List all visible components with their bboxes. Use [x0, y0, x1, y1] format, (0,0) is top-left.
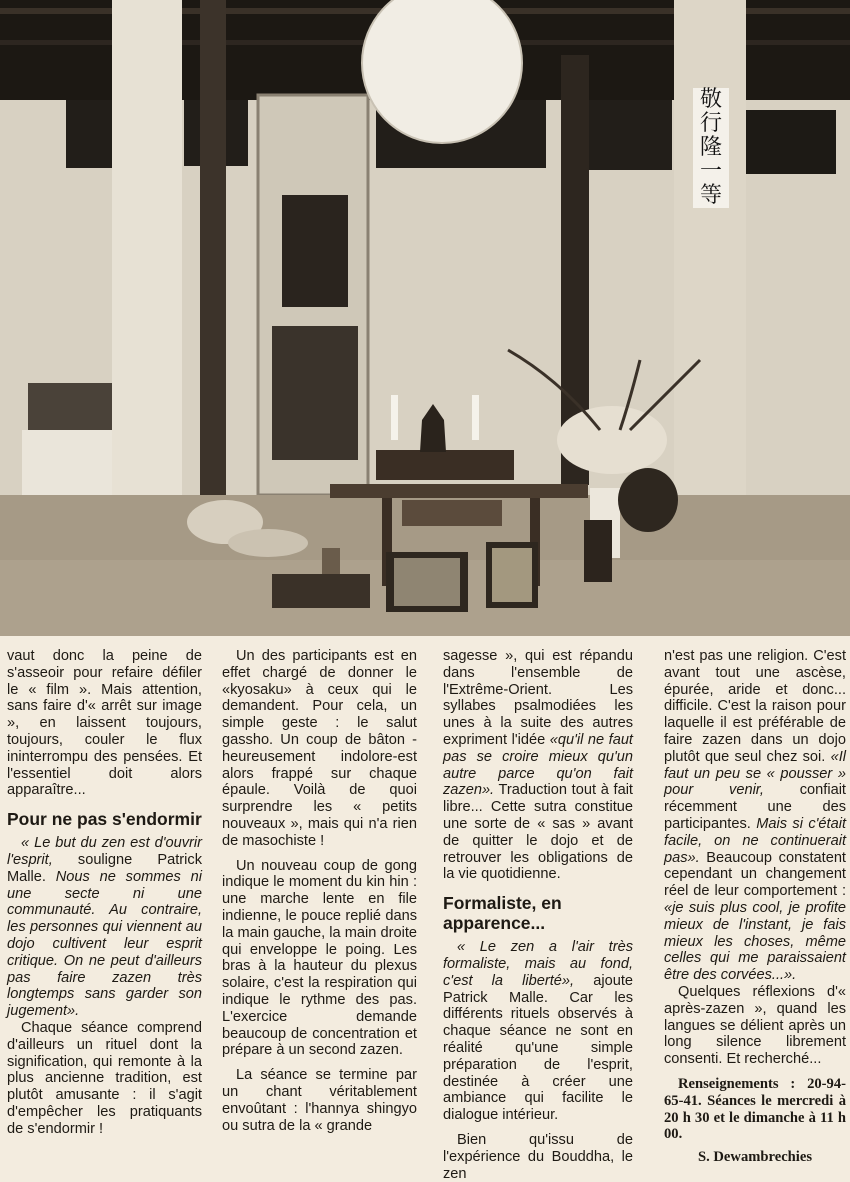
paragraph: Quelques réflexions d'« après-zazen », quand les langues se délient après un long silence librement consenti. Et recherché... — [664, 983, 846, 1068]
text-run: Traduction tout à fait libre... Cette sutra constitue une sorte de « sas » avant de quitter le dojo et de retrouver les obligations de la vie quotidienne. — [443, 782, 633, 883]
quote: « Le zen a l'air très formaliste, mais au fond, c'est la liberté», — [443, 939, 633, 989]
info-box: Renseignements : 20-94-65-41. Séances le mercredi à 20 h 30 et le dimanche à 11 h 00. — [664, 1075, 846, 1143]
paragraph: Un nouveau coup de gong indique le moment du kin hin : une marche lente en file indienne, le pouce replié dans la main gauche, la main droite qui enveloppe le poing. Les bras à la hauteur du plexus solaire, c'est la respiration qui indique le rythme des pas. L'exercice demande beaucoup de concentration et prépare à un second zazen. — [222, 857, 417, 1059]
paragraph — [443, 648, 633, 883]
paragraph — [7, 835, 202, 1020]
attribution: souligne Patrick Malle. — [7, 851, 202, 885]
quote: «je suis plus cool, je profite mieux de l'instant, je fais mieux les choses, même celles qui me paraissaient être des corvées...». — [664, 899, 846, 984]
text-run: ajoute Patrick Malle. Car les différents rituels observés à chaque séance ne sont en réalité qu'une simple préparation de l'esprit, destinée à créer une ambiance qui facilite le dialogue intérieur. — [443, 972, 633, 1124]
calligraphy-char: 行 — [699, 111, 722, 136]
quote: «qu'il ne faut pas se croire mieux qu'un autre parce qu'on fait zazen». — [443, 731, 633, 799]
subheading: Formaliste, en apparence... — [443, 893, 562, 934]
quote: «Il faut un peu se « pousser » pour venir, — [664, 748, 846, 799]
author-signature: S. Dewambrechies — [697, 1149, 813, 1166]
subheading: Pour ne pas s'endormir — [7, 809, 202, 830]
text-run: n'est pas une religion. C'est avant tout une ascèse, épurée, aride et donc... difficile. C'est la raison pour laquelle il est préférable de faire zazen dans un dojo plutôt que seul chez soi. — [664, 648, 846, 765]
paragraph — [664, 648, 846, 984]
calligraphy-char: 敬 — [699, 87, 722, 112]
article-column-2 — [222, 648, 417, 1134]
paragraph — [443, 939, 633, 1124]
quote: Nous ne sommes ni une secte ni une communauté. Au contraire, les personnes qui viennent au dojo cultivent leur esprit critique. On ne peut d'ailleurs pas faire zazen très longtemps sans garder son jugement». — [7, 868, 202, 1020]
text-run: Beaucoup constatent cependant un changement réel de leur comportement : — [664, 849, 846, 900]
paragraph: Chaque séance comprend d'ailleurs un rituel dont la signification, qui remonte à la plus ancienne tradition, est plutôt amusante : il s'agit d'empêcher les pratiquants de s'endormir ! — [7, 1019, 202, 1137]
calligraphy-banner — [693, 88, 729, 208]
article-column-4 — [664, 648, 846, 1166]
quote: « Le but du zen est d'ouvrir l'esprit, — [7, 835, 202, 868]
paragraph: Un des participants est en effet chargé de donner le «kyosaku» à ceux qui le demandent. Pour cela, un simple geste : le salut gassho. Un coup de bâton - heureusement indolore-est alors frappé sur chaque épaule. Voilà de quoi surprendre les « petits nouveaux », mais qui n'a rien de masochiste ! — [222, 648, 417, 849]
article-column-1 — [7, 648, 202, 1138]
quote: Mais si c'était facile, on ne continuerait pas». — [664, 815, 846, 866]
text-run: sagesse », qui est répandu dans l'ensemble de l'Extrême-Orient. Les syllabes psalmodiées les unes à la suite des autres expriment l'idée — [443, 648, 633, 748]
paragraph: Bien qu'issu de l'expérience du Bouddha, le zen — [443, 1131, 633, 1182]
calligraphy-char: 一 — [699, 159, 722, 184]
calligraphy-char: 等 — [699, 183, 722, 208]
paragraph: vaut donc la peine de s'asseoir pour refaire défiler le « film ». Mais attention, sans faire d'« arrêt sur image », en laissent toujours, toujours, couler le flux ininterrompu des pensées. Et l'essentiel doit alors apparaître... — [7, 648, 202, 799]
paragraph: La séance se termine par un chant véritablement envoûtant : l'hannya shingyo ou sutra de la « grande — [222, 1067, 417, 1134]
calligraphy-char: 隆 — [699, 135, 722, 160]
text-run: confiait récemment une des participantes. — [664, 782, 846, 832]
article-column-3 — [443, 648, 633, 1182]
